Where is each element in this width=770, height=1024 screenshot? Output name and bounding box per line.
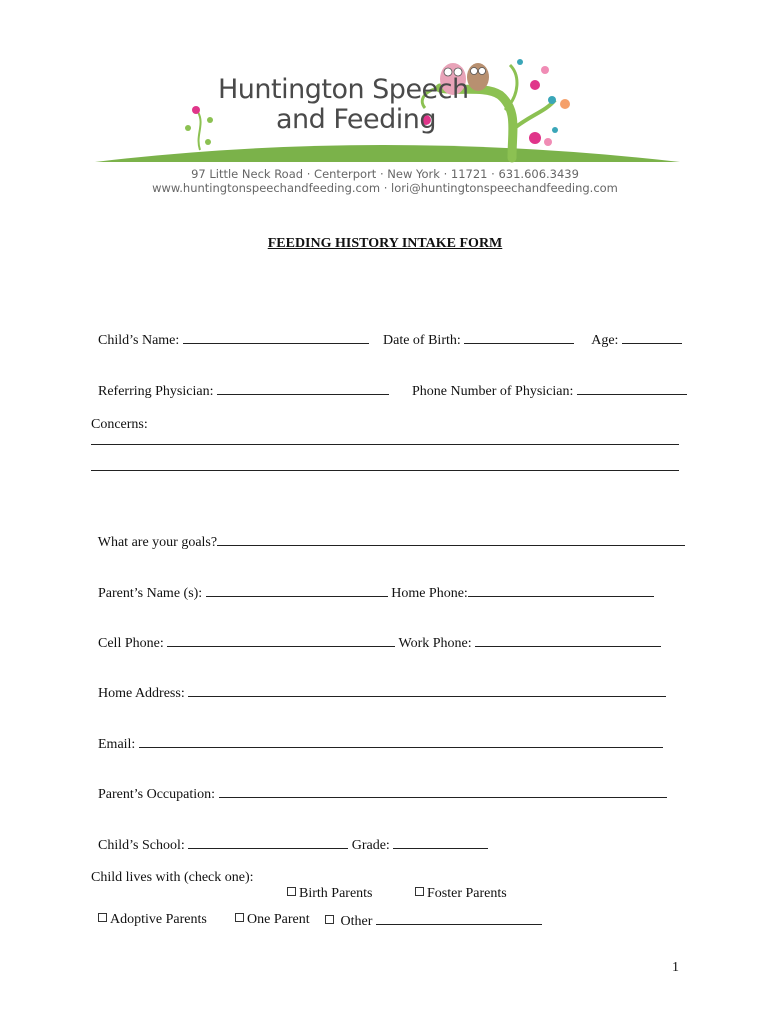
grade-field[interactable] bbox=[393, 836, 488, 849]
physician-phone-label: Phone Number of Physician: bbox=[412, 384, 574, 399]
parents-name-label: Parent’s Name (s): bbox=[98, 586, 203, 601]
concerns-line-1[interactable] bbox=[91, 444, 679, 445]
childs-name-field[interactable] bbox=[183, 331, 369, 344]
home-phone-field[interactable] bbox=[468, 584, 654, 597]
referring-physician-label: Referring Physician: bbox=[98, 384, 214, 399]
goals-field[interactable] bbox=[217, 533, 685, 546]
row-address bbox=[91, 668, 666, 702]
home-address-label: Home Address: bbox=[98, 686, 185, 701]
other-field[interactable] bbox=[376, 912, 542, 925]
logo-text-line2: and Feeding bbox=[276, 104, 437, 135]
row-school bbox=[91, 820, 488, 854]
row-goals bbox=[91, 517, 685, 551]
concerns-label: Concerns: bbox=[91, 417, 148, 432]
option-one-parent[interactable] bbox=[228, 896, 310, 928]
other-label: Other bbox=[340, 914, 373, 929]
cell-phone-field[interactable] bbox=[167, 634, 395, 647]
work-phone-field[interactable] bbox=[475, 634, 661, 647]
dob-label: Date of Birth: bbox=[383, 333, 461, 348]
row-child-info bbox=[91, 315, 369, 349]
goals-label: What are your goals? bbox=[97, 535, 218, 550]
parents-name-field[interactable] bbox=[206, 584, 388, 597]
page-number: 1 bbox=[672, 960, 679, 975]
row-physician bbox=[91, 366, 389, 400]
age-label: Age: bbox=[591, 333, 619, 348]
work-phone-label: Work Phone: bbox=[398, 636, 472, 651]
home-address-field[interactable] bbox=[188, 684, 666, 697]
adoptive-parents-label: Adoptive Parents bbox=[110, 912, 207, 927]
row-physician-phone bbox=[405, 366, 687, 400]
checkbox-icon[interactable] bbox=[325, 915, 334, 924]
referring-physician-field[interactable] bbox=[217, 382, 389, 395]
checkbox-icon[interactable] bbox=[415, 887, 424, 896]
row-parents bbox=[91, 568, 654, 602]
checkbox-icon[interactable] bbox=[98, 913, 107, 922]
school-label: Child’s School: bbox=[98, 838, 185, 853]
row-phones bbox=[91, 618, 661, 652]
row-age bbox=[585, 315, 682, 349]
letterhead bbox=[0, 0, 770, 205]
lives-with-label: Child lives with (check one): bbox=[91, 870, 254, 885]
logo-text-line1: Huntington Speech bbox=[218, 74, 469, 105]
checkbox-icon[interactable] bbox=[287, 887, 296, 896]
option-adoptive-parents[interactable] bbox=[91, 896, 207, 928]
school-field[interactable] bbox=[188, 836, 348, 849]
row-occupation bbox=[91, 769, 667, 803]
website-email-line: www.huntingtonspeechandfeeding.com · lori@huntingtonspeechandfeeding.com bbox=[152, 181, 618, 195]
childs-name-label: Child’s Name: bbox=[98, 333, 180, 348]
occupation-label: Parent’s Occupation: bbox=[98, 787, 216, 802]
foster-parents-label: Foster Parents bbox=[427, 886, 507, 901]
cell-phone-label: Cell Phone: bbox=[98, 636, 164, 651]
email-field[interactable] bbox=[139, 735, 663, 748]
dob-field[interactable] bbox=[464, 331, 574, 344]
grade-label: Grade: bbox=[351, 838, 390, 853]
occupation-field[interactable] bbox=[219, 785, 667, 798]
physician-phone-field[interactable] bbox=[577, 382, 687, 395]
form-title: FEEDING HISTORY INTAKE FORM bbox=[267, 236, 503, 251]
address-line: 97 Little Neck Road · Centerport · New York · 11721 · 631.606.3439 bbox=[191, 167, 579, 181]
email-label: Email: bbox=[98, 737, 136, 752]
row-email bbox=[91, 719, 663, 753]
one-parent-label: One Parent bbox=[247, 912, 310, 927]
row-dob bbox=[376, 315, 574, 349]
concerns-line-2[interactable] bbox=[91, 470, 679, 471]
birth-parents-label: Birth Parents bbox=[299, 886, 373, 901]
checkbox-icon[interactable] bbox=[235, 913, 244, 922]
home-phone-label: Home Phone: bbox=[391, 586, 468, 601]
option-other[interactable] bbox=[318, 896, 542, 930]
age-field[interactable] bbox=[622, 331, 682, 344]
